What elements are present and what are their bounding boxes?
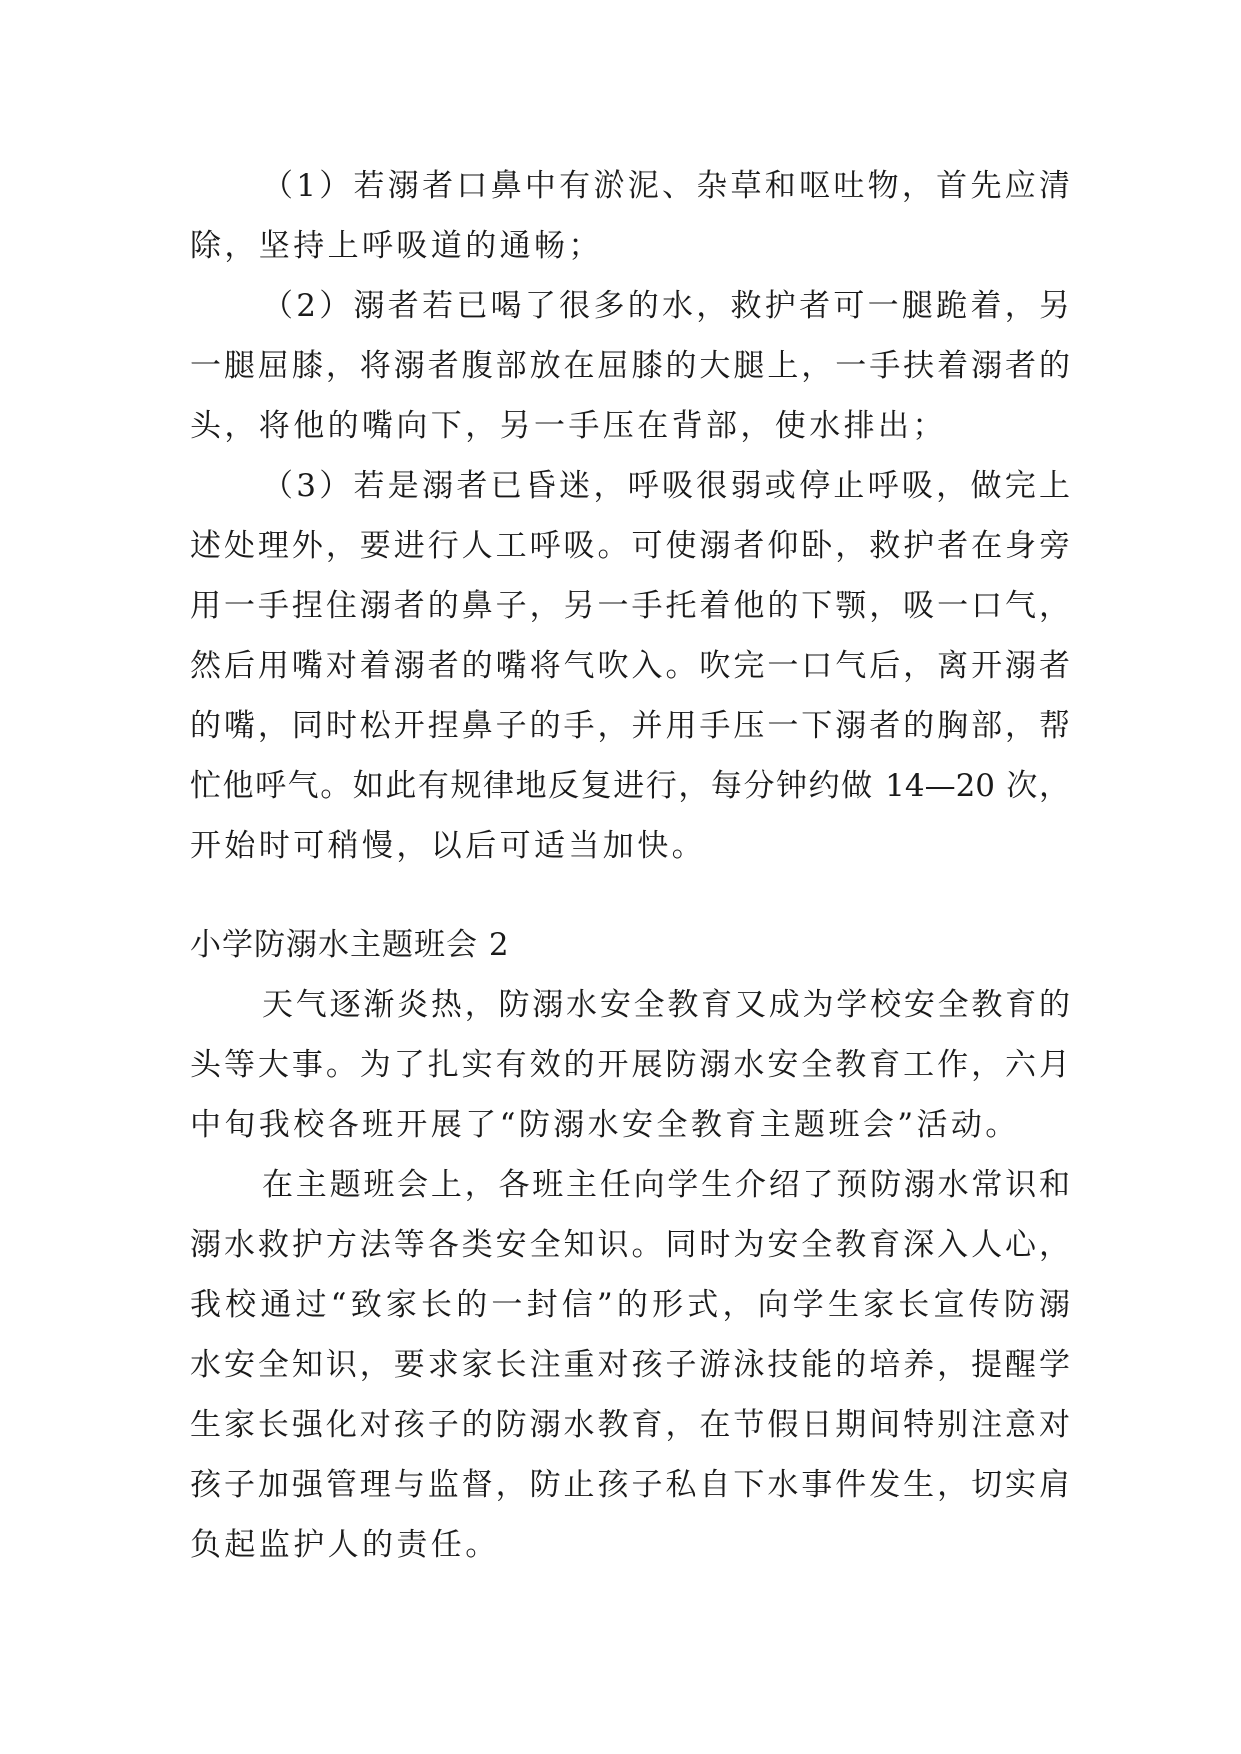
paragraph-line: 水安全知识，要求家长注重对孩子游泳技能的培养，提醒学 xyxy=(190,1347,1070,1383)
paragraph-line: 一腿屈膝，将溺者腹部放在屈膝的大腿上，一手扶着溺者的 xyxy=(190,348,1070,384)
paragraph-line: 忙他呼气。如此有规律地反复进行，每分钟约做 14—20 次， xyxy=(190,768,1070,804)
paragraph-line: 天气逐渐炎热，防溺水安全教育又成为学校安全教育的 xyxy=(262,987,1070,1023)
paragraph-line: 头等大事。为了扎实有效的开展防溺水安全教育工作，六月 xyxy=(190,1047,1070,1083)
paragraph-line: 开始时可稍慢，以后可适当加快。 xyxy=(190,828,706,864)
paragraph-line: 用一手捏住溺者的鼻子，另一手托着他的下颚，吸一口气， xyxy=(190,588,1070,624)
paragraph-line: 在主题班会上，各班主任向学生介绍了预防溺水常识和 xyxy=(262,1167,1070,1203)
paragraph-line: 述处理外，要进行人工呼吸。可使溺者仰卧，救护者在身旁 xyxy=(190,528,1070,564)
paragraph-line: 的嘴，同时松开捏鼻子的手，并用手压一下溺者的胸部，帮 xyxy=(190,708,1070,744)
paragraph-line: 负起监护人的责任。 xyxy=(190,1527,500,1563)
paragraph-line: 溺水救护方法等各类安全知识。同时为安全教育深入人心， xyxy=(190,1227,1070,1263)
paragraph-line: 除，坚持上呼吸道的通畅； xyxy=(190,228,603,264)
paragraph-line: 生家长强化对孩子的防溺水教育，在节假日期间特别注意对 xyxy=(190,1407,1070,1443)
paragraph-line: 头，将他的嘴向下，另一手压在背部，使水排出； xyxy=(190,408,947,444)
paragraph-line: 我校通过“致家长的一封信”的形式，向学生家长宣传防溺 xyxy=(190,1287,1070,1323)
paragraph-line: 中旬我校各班开展了“防溺水安全教育主题班会”活动。 xyxy=(190,1107,1020,1143)
section-heading: 小学防溺水主题班会 2 xyxy=(190,927,510,963)
paragraph-line: （2）溺者若已喝了很多的水，救护者可一腿跪着，另 xyxy=(262,288,1070,324)
paragraph-line: 然后用嘴对着溺者的嘴将气吹入。吹完一口气后，离开溺者 xyxy=(190,648,1070,684)
paragraph-line: （1）若溺者口鼻中有淤泥、杂草和呕吐物，首先应清 xyxy=(262,168,1070,204)
paragraph-line: （3）若是溺者已昏迷，呼吸很弱或停止呼吸，做完上 xyxy=(262,468,1070,504)
paragraph-line: 孩子加强管理与监督，防止孩子私自下水事件发生，切实肩 xyxy=(190,1467,1070,1503)
